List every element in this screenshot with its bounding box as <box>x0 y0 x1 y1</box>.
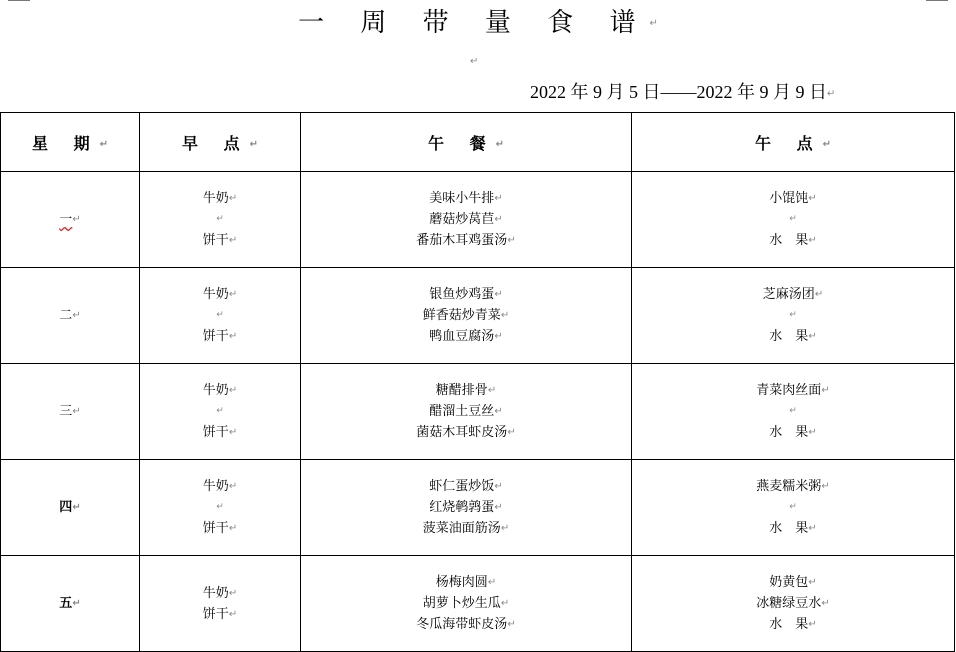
menu-item: 蘑菇炒莴苣↵ <box>429 212 503 227</box>
paragraph-mark-icon: ↵ <box>228 331 238 342</box>
weekly-menu-table <box>0 112 955 652</box>
page-corner-mark-left <box>8 0 30 1</box>
breakfast-cell <box>140 364 301 460</box>
header-snack: 午 点↵ <box>632 113 955 172</box>
menu-item: 胡萝卜炒生瓜↵ <box>422 596 510 611</box>
menu-item <box>140 497 300 518</box>
menu-item: 番茄木耳鸡蛋汤↵ <box>416 233 516 248</box>
paragraph-mark-icon: ↵ <box>216 310 224 320</box>
menu-item: 水 果↵ <box>769 521 817 536</box>
menu-item: 水 果↵ <box>769 329 817 344</box>
menu-item: 菠菜油面筋汤↵ <box>422 521 510 536</box>
paragraph-mark-icon: ↵ <box>500 523 510 534</box>
paragraph-mark-icon: ↵ <box>216 214 224 224</box>
date-range <box>530 78 835 104</box>
weekday-cell: 四↵ <box>1 460 140 556</box>
lunch-cell <box>301 268 632 364</box>
snack-cell <box>632 172 955 268</box>
menu-item: 牛奶↵ <box>202 585 238 601</box>
menu-item: 青菜肉丝面↵ <box>756 383 830 398</box>
menu-item: 冬瓜海带虾皮汤↵ <box>416 617 516 632</box>
lunch-cell <box>301 460 632 556</box>
snack-cell <box>632 364 955 460</box>
paragraph-mark-icon: ↵ <box>494 406 503 417</box>
weekday-cell: 二↵ <box>1 268 140 364</box>
menu-item: 糖醋排骨↵ <box>435 383 497 398</box>
paragraph-mark-icon: ↵ <box>827 88 836 100</box>
menu-item: 芝麻汤团↵ <box>762 287 824 302</box>
paragraph-mark-icon: ↵ <box>789 502 797 512</box>
breakfast-cell <box>140 172 301 268</box>
menu-item: 饼干↵ <box>202 233 238 248</box>
paragraph-mark-icon: ↵ <box>808 235 817 246</box>
menu-item: 鸭血豆腐汤↵ <box>429 329 503 344</box>
paragraph-mark-icon: ↵ <box>228 235 238 246</box>
menu-item: 银鱼炒鸡蛋↵ <box>429 287 503 302</box>
menu-item: 冰糖绿豆水↵ <box>756 596 830 611</box>
paragraph-mark-icon: ↵ <box>228 289 238 300</box>
snack-cell <box>632 556 955 652</box>
paragraph-mark-icon: ↵ <box>500 310 510 321</box>
paragraph-mark-icon: ↵ <box>789 214 797 224</box>
paragraph-mark-icon: ↵ <box>808 193 817 204</box>
paragraph-mark-icon: ↵ <box>487 577 497 588</box>
weekday-cell: 三↵ <box>1 364 140 460</box>
menu-item <box>632 401 954 422</box>
paragraph-mark-icon: ↵ <box>494 331 503 342</box>
paragraph-mark-icon: ↵ <box>789 310 797 320</box>
menu-item: 水 果↵ <box>769 425 817 440</box>
paragraph-mark-icon: ↵ <box>494 502 503 513</box>
paragraph-mark-icon: ↵ <box>228 385 238 396</box>
menu-item: 燕麦糯米粥↵ <box>756 479 830 494</box>
paragraph-mark-icon: ↵ <box>507 619 516 630</box>
menu-item <box>140 401 300 422</box>
table-row <box>1 460 955 556</box>
date-range-text: 2022 年 9 月 5 日——2022 年 9 月 9 日 <box>530 82 827 102</box>
breakfast-cell <box>140 460 301 556</box>
paragraph-mark-icon: ↵ <box>500 598 510 609</box>
menu-item: 水 果↵ <box>769 233 817 248</box>
document-title <box>0 6 956 41</box>
title-text: 一 周 带 量 食 谱 <box>298 8 650 38</box>
paragraph-mark-icon: ↵ <box>228 587 238 599</box>
menu-item: 饼干↵ <box>202 606 238 622</box>
paragraph-mark-icon: ↵ <box>72 598 81 609</box>
paragraph-mark-icon: ↵ <box>72 214 81 225</box>
menu-item: 美味小牛排↵ <box>429 191 503 206</box>
menu-item <box>140 305 300 326</box>
paragraph-mark-icon: ↵ <box>808 619 817 630</box>
menu-item: 虾仁蛋炒饭↵ <box>429 479 503 494</box>
menu-item: 牛奶↵ <box>202 479 238 494</box>
menu-item: 奶黄包↵ <box>769 575 817 590</box>
menu-item: 牛奶↵ <box>202 383 238 398</box>
menu-item <box>632 497 954 518</box>
paragraph-mark-icon: ↵ <box>72 310 81 321</box>
menu-item: 牛奶↵ <box>202 287 238 302</box>
breakfast-cell <box>140 556 301 652</box>
paragraph-mark-icon: ↵ <box>494 481 503 492</box>
lunch-cell <box>301 364 632 460</box>
paragraph-mark-icon: ↵ <box>789 406 797 416</box>
table-row <box>1 556 955 652</box>
menu-item: 醋溜土豆丝↵ <box>429 404 503 419</box>
paragraph-mark-icon: ↵ <box>216 406 224 416</box>
paragraph-mark-icon: ↵ <box>808 577 817 588</box>
paragraph-mark-icon: ↵ <box>228 193 238 204</box>
table-row <box>1 364 955 460</box>
paragraph-mark-icon: ↵ <box>507 235 516 246</box>
menu-item: 菌菇木耳虾皮汤↵ <box>416 425 516 440</box>
header-weekday: 星 期↵ <box>1 113 140 172</box>
weekday-cell: 五↵ <box>1 556 140 652</box>
paragraph-mark-icon: ↵ <box>821 598 830 609</box>
snack-cell <box>632 268 955 364</box>
menu-item: 牛奶↵ <box>202 191 238 206</box>
paragraph-mark-icon: ↵ <box>808 331 817 342</box>
paragraph-mark-icon: ↵ <box>808 523 817 534</box>
menu-item <box>632 209 954 230</box>
lunch-cell <box>301 172 632 268</box>
lunch-cell <box>301 556 632 652</box>
menu-item: 小馄饨↵ <box>769 191 817 206</box>
paragraph-mark-icon: ↵ <box>814 289 824 300</box>
paragraph-mark-icon: ↵ <box>494 193 503 204</box>
menu-item: 水 果↵ <box>769 617 817 632</box>
paragraph-mark-icon: ↵ <box>821 481 830 492</box>
menu-item <box>632 305 954 326</box>
snack-cell <box>632 460 955 556</box>
paragraph-mark-icon: ↵ <box>228 523 238 534</box>
page-corner-mark-right <box>926 0 948 1</box>
header-lunch: 午 餐↵ <box>301 113 632 172</box>
paragraph-mark-icon: ↵ <box>228 481 238 492</box>
paragraph-mark-icon: ↵ <box>494 289 503 300</box>
table-row <box>1 172 955 268</box>
weekday-cell: 一↵ <box>1 172 140 268</box>
paragraph-mark-icon: ↵ <box>228 427 238 438</box>
menu-item: 杨梅肉圆↵ <box>435 575 497 590</box>
paragraph-mark-icon: ↵ <box>228 608 238 620</box>
paragraph-mark-icon: ↵ <box>649 18 658 29</box>
breakfast-cell <box>140 268 301 364</box>
header-breakfast: 早 点↵ <box>140 113 301 172</box>
paragraph-mark-icon: ↵ <box>216 502 224 512</box>
menu-item: 饼干↵ <box>202 425 238 440</box>
menu-item: 饼干↵ <box>202 329 238 344</box>
paragraph-mark-icon: ↵ <box>72 502 81 513</box>
paragraph-mark-icon: ↵ <box>72 406 81 417</box>
table-body <box>1 172 955 652</box>
paragraph-mark-icon: ↵ <box>808 427 817 438</box>
paragraph-mark-icon: ↵ <box>494 214 503 225</box>
menu-item: 红烧鹌鹑蛋↵ <box>429 500 503 515</box>
paragraph-mark-icon: ↵ <box>507 427 516 438</box>
table-row <box>1 268 955 364</box>
empty-paragraph-mark: ↵ <box>470 56 479 67</box>
menu-item: 饼干↵ <box>202 521 238 536</box>
paragraph-mark-icon: ↵ <box>487 385 497 396</box>
table-header-row <box>1 113 955 172</box>
menu-item: 鲜香菇炒青菜↵ <box>422 308 510 323</box>
menu-item <box>140 209 300 230</box>
paragraph-mark-icon: ↵ <box>821 385 830 396</box>
